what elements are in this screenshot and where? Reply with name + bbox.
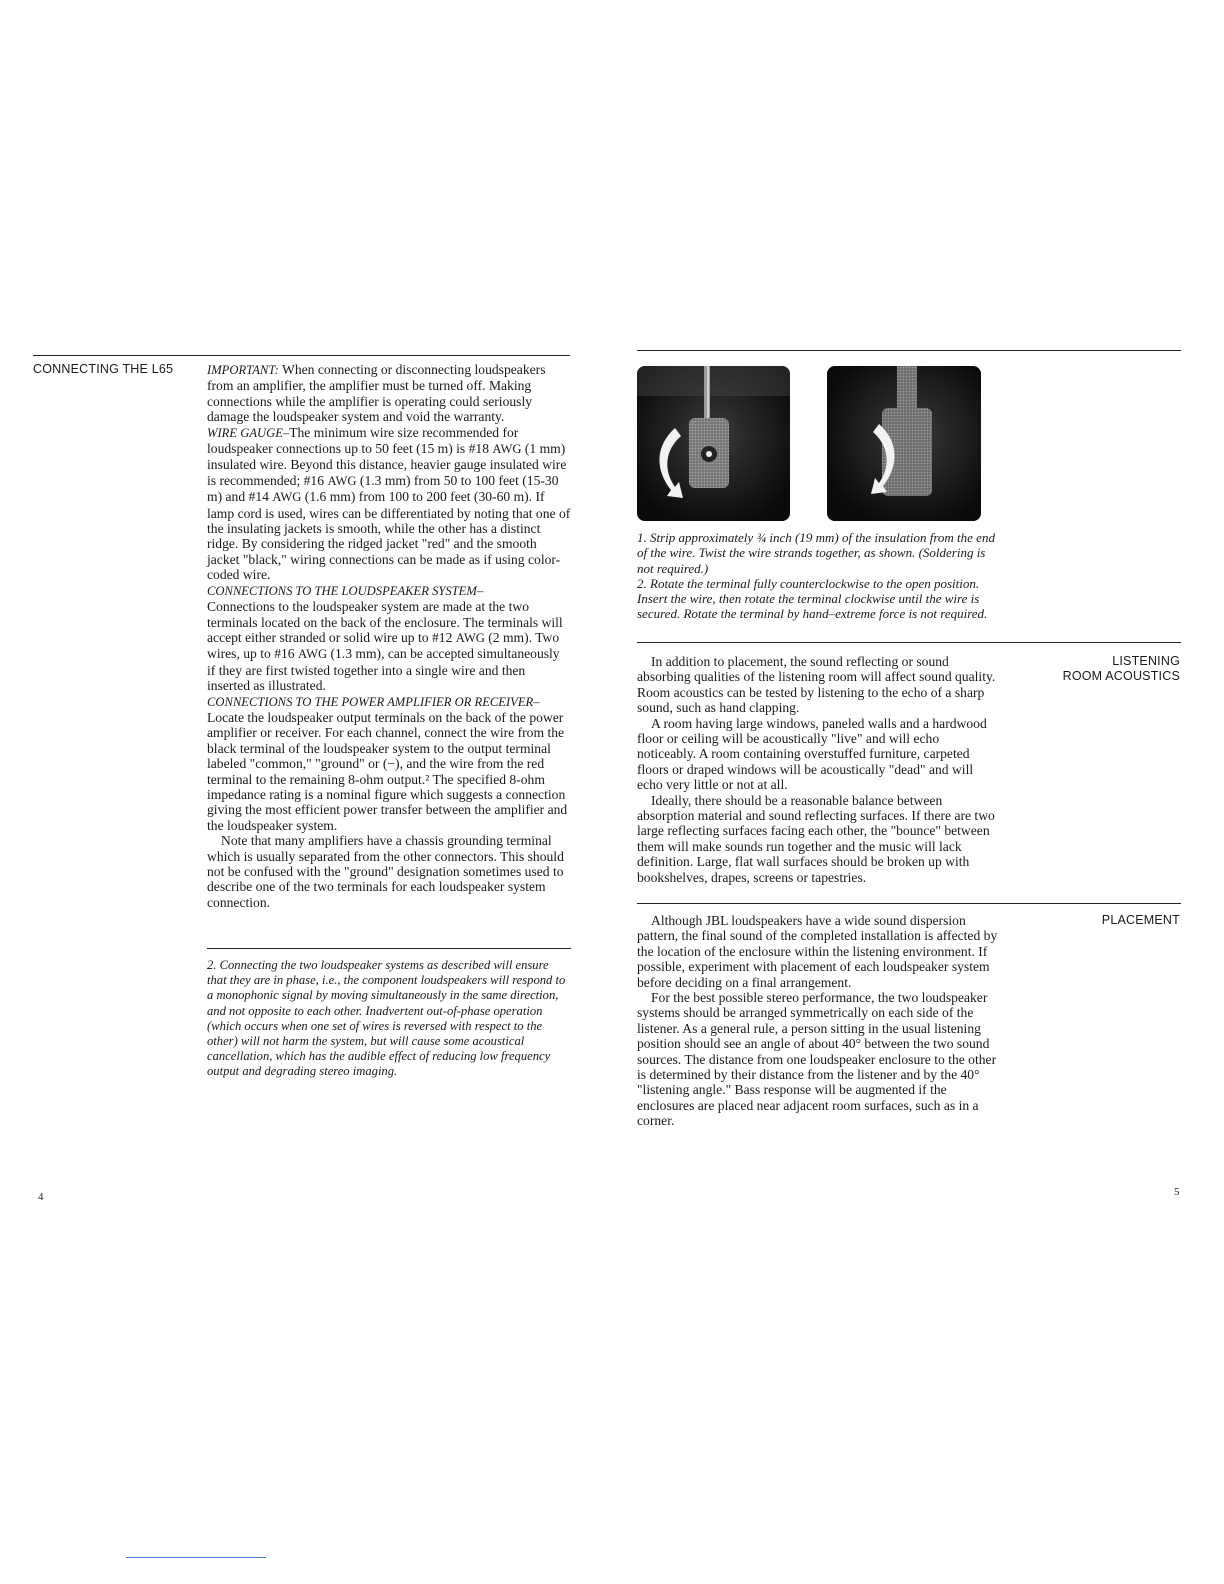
wire-gauge-text-d: (1.6 mm) from 100 to 200 feet (30-60 m). If lamp cord is used, wires can be differentiated by noting that one of the insulating jackets is smooth, while the other has a distinct ridge. By considering the ridged jacket "red" and the smooth jacket "black," wiring connections can be made as if using color-coded wire. xyxy=(207,489,571,583)
connecting-body xyxy=(207,362,571,910)
section-label-connecting: CONNECTING THE L65 xyxy=(33,362,174,376)
placement-paragraph-1: Although JBL loudspeakers have a wide sound dispersion pattern, the final sound of the completed installation is affected by the location of the enclosure within the listening environment. If possible, experiment with placement of each loudspeaker system before deciding on a final arrangement. xyxy=(637,913,998,990)
note-paragraph: Note that many amplifiers have a chassis grounding terminal which is usually separated from the other connectors. This should not be confused with the "ground" designation sometimes used to describe one of the two terminals for each loudspeaker system connection. xyxy=(207,833,564,910)
section-label-placement: PLACEMENT xyxy=(1101,913,1180,927)
acoustics-paragraph-1: In addition to placement, the sound reflecting or sound absorbing qualities of the listening room will affect sound quality. Room acoustics can be tested by listening to the echo of a sharp sound, such as hand clapping. xyxy=(637,654,996,716)
wire-gauge-paragraph xyxy=(207,425,571,583)
bottom-link-line xyxy=(126,1557,266,1558)
footnote-phase xyxy=(207,958,571,1080)
wire-gauge-text-c: (1.3 mm) from 50 to 100 feet (15-30 m) and #14 xyxy=(207,472,559,505)
awg-unit: AWG xyxy=(327,473,357,488)
top-rule-right xyxy=(637,350,1181,351)
wire-gauge-label: WIRE GAUGE– xyxy=(207,425,290,440)
photo-stripped-wire xyxy=(637,366,790,521)
placement-paragraph-2: For the best possible stereo performance, the two loudspeaker systems should be arranged symmetrically on each side of the listener. As a general rule, a person sitting in the usual listening position should see an angle of about 40° between the two sound sources. The distance from one loudspeaker enclosure to the other is determined by their distance from the listener and by the 40° "listening angle." Bass response will be augmented if the enclosures are placed near adjacent room surfaces, such as in a corner. xyxy=(637,990,997,1129)
connections-system-text-a: Connections to the loudspeaker system are made at the two terminals located on the back of the enclosure. The terminals will accept either stranded or solid wire up to #12 xyxy=(207,599,563,645)
page-number-right: 5 xyxy=(1174,1186,1180,1198)
placement-body xyxy=(637,913,999,1129)
connections-system-text-b: (2 mm). Two wires, up to #16 xyxy=(207,629,560,662)
connections-system-paragraph xyxy=(207,583,571,694)
awg-unit: AWG xyxy=(272,490,302,505)
photo-terminal-rotation xyxy=(827,366,981,521)
acoustics-paragraph-3: Ideally, there should be a reasonable balance between absorption material and sound reflecting surfaces. If there are two large reflecting surfaces facing each other, the "bounce" between them will make sounds run together and the music will lack definition. Large, flat wall surfaces should be broken up with bookshelves, drapes, screens or tapestries. xyxy=(637,792,995,885)
top-rule-left xyxy=(33,355,570,356)
stripped-wire-illustration xyxy=(637,366,790,521)
illustration-captions xyxy=(637,530,997,622)
important-text: When connecting or disconnecting loudspeakers from an amplifier, the amplifier must be turned off. Making connections while the amplifier is operating could seriously damage the loudspeaker system and void the warranty. xyxy=(207,362,546,425)
footnote-text: 2. Connecting the two loudspeaker systems as described will ensure that they are in phase, i.e., the component loudspeakers will respond to a monophonic signal by moving simultaneously in the same direction, and not opposite to each other. Inadvertent out-of-phase operation (which occurs when one set of wires is reversed with respect to the other) will not harm the system, but will cause some acoustical cancellation, which has the audible effect of reducing low frequency output and degrading stereo imaging. xyxy=(207,958,566,1079)
terminal-rotation-illustration xyxy=(827,366,981,521)
room-acoustics-label-line1: LISTENING xyxy=(1112,654,1180,668)
important-paragraph xyxy=(207,362,571,425)
connections-system-label: CONNECTIONS TO THE LOUDSPEAKER SYSTEM– xyxy=(207,583,484,598)
footnote-rule xyxy=(207,948,571,949)
connections-amp-text: Locate the loudspeaker output terminals on the back of the power amplifier or receiver. For each channel, connect the wire from the black terminal of the loudspeaker system to the output terminal labeled "common," "ground" or (−), and the wire from the red terminal to the remaining 8-ohm output.² The specified 8-ohm impedance rating is a nominal figure which suggests a connection giving the most efficient power transfer between the amplifier and the loudspeaker system. xyxy=(207,709,568,833)
room-acoustics-body xyxy=(637,654,999,885)
awg-unit: AWG xyxy=(298,647,328,662)
caption-strip-wire: 1. Strip approximately ¾ inch (19 mm) of the insulation from the end of the wire. Twist the wire strands together, as shown. (Soldering is not required.) xyxy=(637,530,995,576)
wire-gauge-text-b: (1 mm) insulated wire. Beyond this distance, heavier gauge insulated wire is recommended; #16 xyxy=(207,441,567,488)
awg-unit: AWG xyxy=(492,442,522,457)
connections-system-text-c: (1.3 mm), can be accepted simultaneously if they are first twisted together into a single wire and then inserted as illustrated. xyxy=(207,646,560,694)
acoustics-paragraph-2: A room having large windows, paneled walls and a hardwood floor or ceiling will be acoustically "live" and will echo noticeably. A room containing overstuffed furniture, carpeted floors or draped windows will be acoustically "dead" and will echo very little or not at all. xyxy=(637,715,987,793)
room-acoustics-label-line2: ROOM ACOUSTICS xyxy=(1062,669,1180,683)
placement-rule xyxy=(637,903,1181,904)
connections-amp-paragraph xyxy=(207,694,571,834)
page-number-left: 4 xyxy=(38,1191,44,1203)
awg-unit: AWG xyxy=(455,630,485,645)
important-label: IMPORTANT: xyxy=(207,363,279,377)
section-label-room-acoustics xyxy=(1040,654,1180,684)
caption-rotate-terminal: 2. Rotate the terminal fully counterclockwise to the open position. Insert the wire, then rotate the terminal clockwise until the wire is secured. Rotate the terminal by hand–extreme force is not required. xyxy=(637,575,988,622)
connections-amp-label: CONNECTIONS TO THE POWER AMPLIFIER OR RECEIVER– xyxy=(207,694,540,709)
acoustics-rule xyxy=(637,642,1181,643)
wire-gauge-text-a: The minimum wire size recommended for loudspeaker connections up to 50 feet (15 m) is #18 xyxy=(207,424,519,457)
